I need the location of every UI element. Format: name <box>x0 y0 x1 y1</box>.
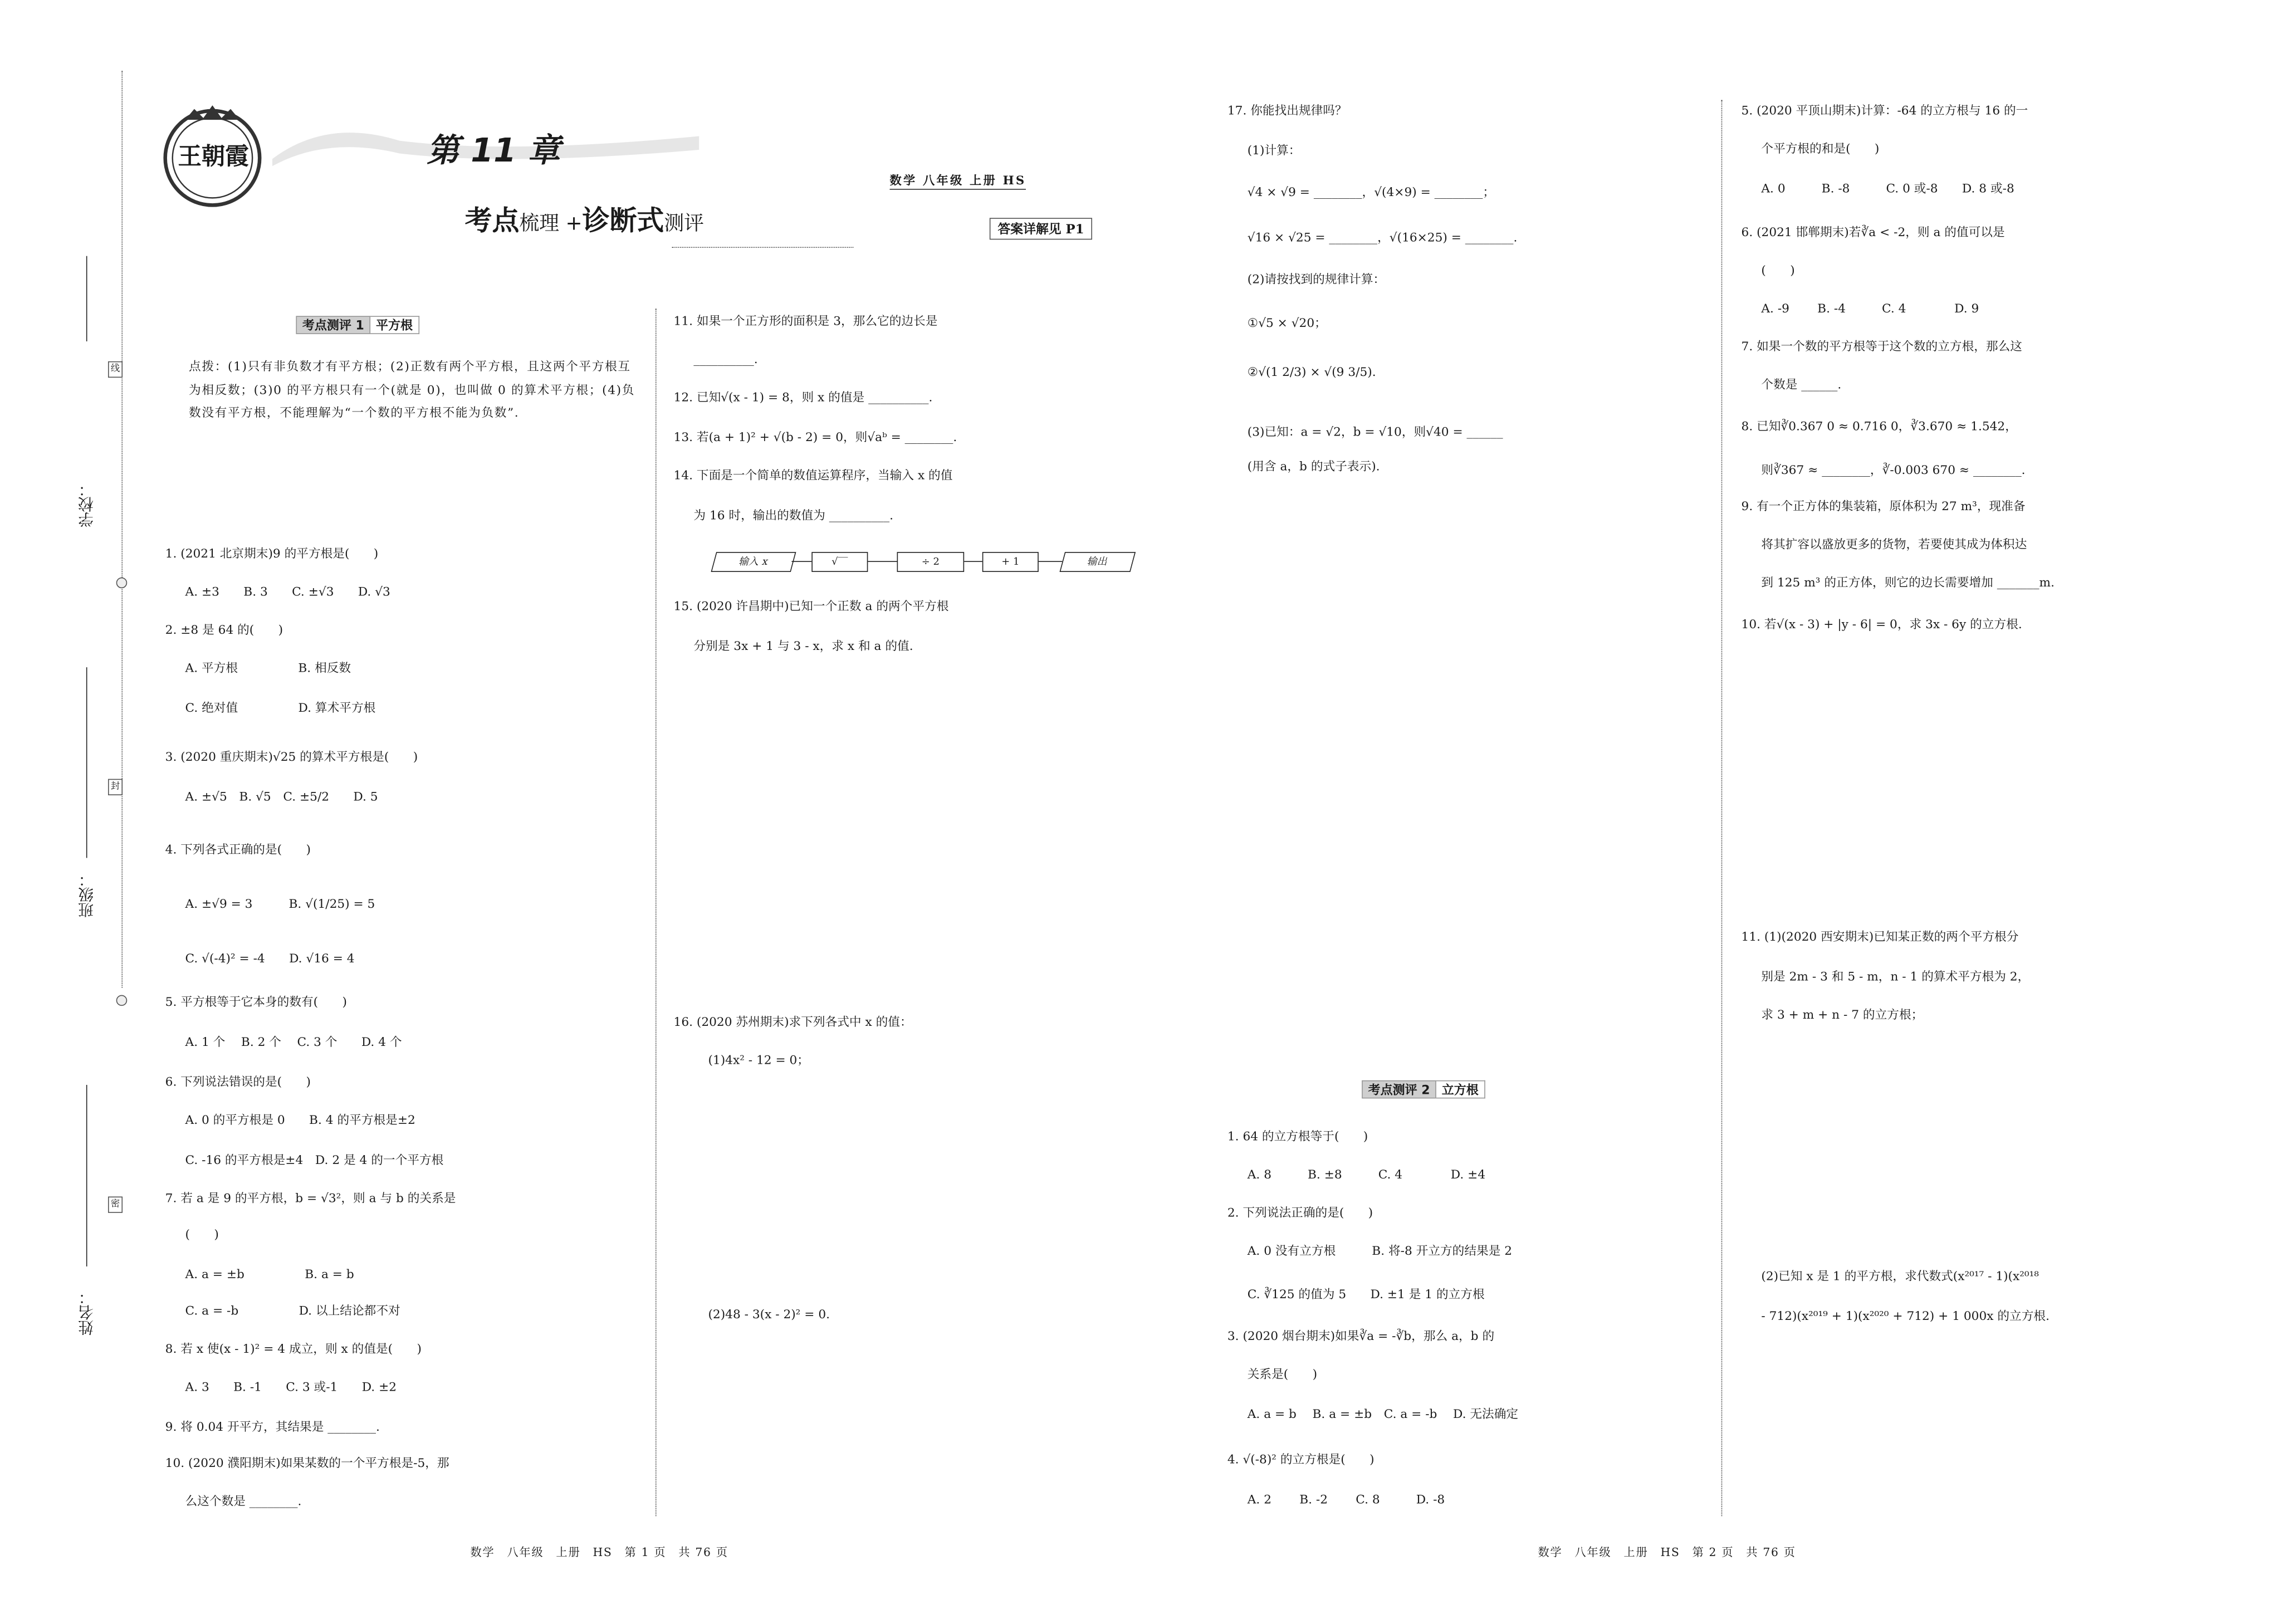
question-line: 么这个数是 ________. <box>185 1495 302 1509</box>
question-item: 9. 将 0.04 开平方，其结果是 ________. <box>165 1421 380 1435</box>
question-line: A. 3 B. -1 C. 3 或-1 D. ±2 <box>185 1381 397 1395</box>
question-item: 9. 有一个正方体的集装箱，原体积为 27 m³，现准备 <box>1741 500 2026 514</box>
question-line: C. √(-4)² = -4 D. √16 = 4 <box>185 952 355 966</box>
question-line: A. a = ±b B. a = b <box>185 1268 354 1282</box>
tip-paragraph: 点拨：(1)只有非负数才有平方根；(2)正数有两个平方根，且这两个平方根互为相反数；(3)0 的平方根只有一个(就是 0)，也叫做 0 的算术平方根；(4)负数没有平方根，不能理解为“一个数的平方根不能为负数”. <box>189 360 635 420</box>
question-line: ( ) <box>1761 264 1795 278</box>
question-line: (3)已知：a = √2，b = √10，则√40 = ______ <box>1247 425 1503 439</box>
question-line: A. 0 的平方根是 0 B. 4 的平方根是±2 <box>185 1114 415 1128</box>
question-item: 11. (1)(2020 西安期末)已知某正数的两个平方根分 <box>1741 930 2019 945</box>
question-line: 个平方根的和是( ) <box>1761 142 1880 156</box>
question-item: 17. 你能找出规律吗？ <box>1227 104 1347 118</box>
flow-arrow <box>964 561 982 562</box>
page-subtitle <box>465 198 704 238</box>
subtitle-d: 测评 <box>664 212 705 236</box>
question-item: 2. 下列说法正确的是( ) <box>1227 1206 1373 1220</box>
question-line: A. a = b B. a = ±b C. a = -b D. 无法确定 <box>1247 1408 1519 1422</box>
question-item: 7. 如果一个数的平方根等于这个数的立方根，那么这 <box>1741 340 2022 354</box>
question-item: 6. 下列说法错误的是( ) <box>165 1075 311 1090</box>
question-line: A. 0 B. -8 C. 0 或-8 D. 8 或-8 <box>1761 182 2014 197</box>
question-item: 15. (2020 许昌期中)已知一个正数 a 的两个平方根 <box>673 600 949 614</box>
chapter-title: 第 11 章 <box>427 132 561 170</box>
name-line <box>86 1085 87 1266</box>
flow-arrow <box>868 561 897 562</box>
question-item: 7. 若 a 是 9 的平方根，b = √3²，则 a 与 b 的关系是 <box>165 1192 456 1206</box>
school-label: 学校： <box>79 481 97 528</box>
flow-arrow <box>791 561 811 562</box>
flow-arrow <box>1039 561 1062 562</box>
question-item: 12. 已知√(x - 1) = 8，则 x 的值是 __________. <box>673 391 933 405</box>
seal-tag-line: 线 <box>108 361 123 378</box>
question-item: 1. (2021 北京期末)9 的平方根是( ) <box>165 547 379 561</box>
flow-chart <box>713 552 1144 574</box>
flow-sqrt: √‾‾ <box>811 552 868 572</box>
question-line: A. 2 B. -2 C. 8 D. -8 <box>1247 1493 1445 1507</box>
question-item: 8. 若 x 使(x - 1)² = 4 成立，则 x 的值是( ) <box>165 1342 422 1357</box>
question-line: __________. <box>693 353 758 367</box>
question-line: A. ±3 B. 3 C. ±√3 D. √3 <box>185 585 390 599</box>
hole-icon <box>116 995 128 1006</box>
subtitle-c: 诊断式 <box>582 205 664 237</box>
question-line: 将其扩容以盛放更多的货物，若要使其成为体积达 <box>1761 538 2027 552</box>
question-item: 8. 已知∛0.367 0 ≈ 0.716 0，∛3.670 ≈ 1.542， <box>1741 420 2017 434</box>
question-line: 别是 2m - 3 和 5 - m，n - 1 的算术平方根为 2， <box>1761 970 2030 985</box>
question-item: 6. (2021 邯郸期末)若∛a < -2，则 a 的值可以是 <box>1741 226 2005 240</box>
logo-text: 王朝霞 <box>178 143 249 171</box>
flow-divide: ÷ 2 <box>897 552 965 572</box>
question-line: (1)计算： <box>1247 144 1301 158</box>
question-line: - 712)(x²⁰¹⁹ + 1)(x²⁰²⁰ + 712) + 1 000x 的立方根. <box>1761 1310 2050 1324</box>
section-1-title: 平方根 <box>370 316 419 334</box>
question-item: 2. ±8 是 64 的( ) <box>165 623 283 638</box>
section-1-label: 考点测评 1 <box>296 316 370 334</box>
question-line: A. 0 没有立方根 B. 将-8 开立方的结果是 2 <box>1247 1244 1513 1259</box>
class-line <box>86 667 87 858</box>
question-item: 16. (2020 苏州期末)求下列各式中 x 的值： <box>673 1016 912 1030</box>
question-item: 5. (2020 平顶山期末)计算：-64 的立方根与 16 的一 <box>1741 104 2028 118</box>
section-2-label: 考点测评 2 <box>1362 1080 1436 1099</box>
hole-icon <box>116 578 128 589</box>
question-item: 3. (2020 烟台期末)如果∛a = -∛b，那么 a，b 的 <box>1227 1330 1495 1344</box>
footer-left: 数学 八年级 上册 HS 第 1 页 共 76 页 <box>470 1545 728 1559</box>
question-item: 13. 若(a + 1)² + √(b - 2) = 0，则√aᵇ = ________. <box>673 431 957 445</box>
question-line: 到 125 m³ 的正方体，则它的边长需要增加 _______m. <box>1761 576 2055 590</box>
question-line: 为 16 时，输出的数值为 __________. <box>693 509 893 523</box>
question-line: (1)4x² - 12 = 0； <box>708 1054 809 1068</box>
question-item: 11. 如果一个正方形的面积是 3，那么它的边长是 <box>673 315 938 329</box>
binding-line <box>121 71 123 987</box>
question-line: 分别是 3x + 1 与 3 - x，求 x 和 a 的值. <box>693 640 913 654</box>
question-line: A. ±√9 = 3 B. √(1/25) = 5 <box>185 898 375 912</box>
question-line: ②√(1 2/3) × √(9 3/5). <box>1247 365 1376 380</box>
subtitle-a: 考点 <box>464 205 520 237</box>
question-line: A. -9 B. -4 C. 4 D. 9 <box>1761 302 1979 316</box>
question-item: 4. √(-8)² 的立方根是( ) <box>1227 1453 1375 1468</box>
question-line: C. 绝对值 D. 算术平方根 <box>185 702 376 716</box>
question-line: C. ∛125 的值为 5 D. ±1 是 1 的立方根 <box>1247 1288 1485 1302</box>
flow-input: 输入 x <box>711 552 796 572</box>
question-line: A. 平方根 B. 相反数 <box>185 662 351 676</box>
question-line: C. -16 的平方根是±4 D. 2 是 4 的一个平方根 <box>185 1153 444 1168</box>
question-item: 4. 下列各式正确的是( ) <box>165 843 311 857</box>
section-2-title: 立方根 <box>1436 1080 1485 1099</box>
question-line: √16 × √25 = ________，√(16×25) = ________. <box>1247 231 1518 246</box>
section-2-header <box>1362 1080 1485 1099</box>
question-item: 5. 平方根等于它本身的数有( ) <box>165 996 347 1010</box>
question-line: 求 3 + m + n - 7 的立方根； <box>1761 1009 1924 1023</box>
column-divider <box>656 309 657 1516</box>
question-line: 则∛367 ≈ ________，∛-0.003 670 ≈ ________. <box>1761 463 2026 478</box>
question-line: √4 × √9 = ________，√(4×9) = ________； <box>1247 186 1495 200</box>
question-item: 1. 64 的立方根等于( ) <box>1227 1130 1368 1144</box>
question-line: A. 1 个 B. 2 个 C. 3 个 D. 4 个 <box>185 1035 402 1050</box>
question-item: 14. 下面是一个简单的数值运算程序，当输入 x 的值 <box>673 469 953 483</box>
question-line: 个数是 ______. <box>1761 378 1842 393</box>
flow-add: + 1 <box>982 552 1039 572</box>
column-divider <box>1721 100 1723 1516</box>
question-line: (2)已知 x 是 1 的平方根，求代数式(x²⁰¹⁷ - 1)(x²⁰¹⁸ <box>1761 1270 2039 1284</box>
name-label: 姓名： <box>79 1289 97 1336</box>
section-1-header <box>296 316 419 334</box>
answer-ref: 答案详解见 P1 <box>990 218 1092 239</box>
question-line: A. ±√5 B. √5 C. ±5/2 D. 5 <box>185 790 378 805</box>
question-line: 关系是( ) <box>1247 1368 1318 1382</box>
question-line: (用含 a，b 的式子表示). <box>1247 460 1380 474</box>
question-line: C. a = -b D. 以上结论都不对 <box>185 1304 400 1318</box>
question-line: (2)48 - 3(x - 2)² = 0. <box>708 1308 830 1322</box>
footer-right: 数学 八年级 上册 HS 第 2 页 共 76 页 <box>1538 1545 1796 1559</box>
question-item: 10. (2020 濮阳期末)如果某数的一个平方根是-5，那 <box>165 1457 449 1471</box>
seal-tag-seal: 封 <box>108 779 123 795</box>
subtitle-b: 梳理 + <box>519 212 583 236</box>
seal-tag-secret: 密 <box>108 1196 123 1212</box>
question-item: 10. 若√(x - 3) + |y - 6| = 0，求 3x - 6y 的立方根. <box>1741 618 2022 632</box>
question-item: 3. (2020 重庆期末)√25 的算术平方根是( ) <box>165 751 418 765</box>
question-line: A. 8 B. ±8 C. 4 D. ±4 <box>1247 1168 1486 1182</box>
class-label: 班级： <box>79 871 97 918</box>
question-line: (2)请按找到的规律计算： <box>1247 273 1386 287</box>
question-line: ①√5 × √20； <box>1247 316 1327 331</box>
subtitle-underline <box>672 247 853 248</box>
meta-text: 数学 八年级 上册 HS <box>889 170 1026 189</box>
flow-output: 输出 <box>1059 552 1136 572</box>
school-line <box>86 256 87 341</box>
question-line: ( ) <box>185 1228 219 1242</box>
